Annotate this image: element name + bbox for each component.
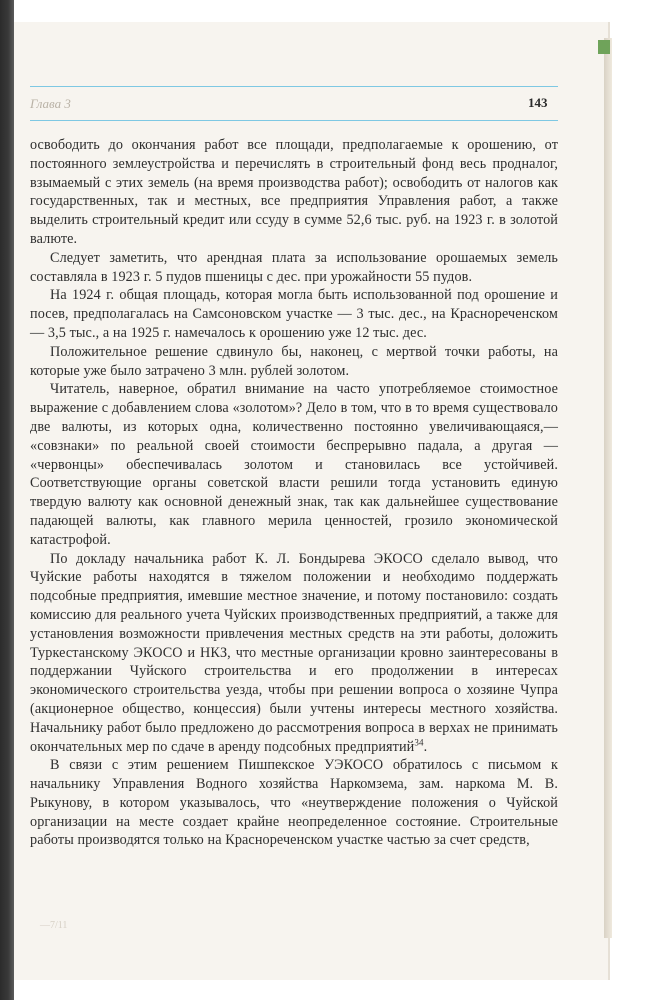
header-rule-bottom: [30, 120, 558, 121]
green-tab-marker: [598, 40, 610, 54]
running-head: Глава 3: [30, 96, 71, 111]
paragraph-6: По докладу начальника работ К. Л. Бондырева ЭКОСО сделало вывод, что Чуйские работы находятся в тяжелом положении и необходимо поддержать подсобные предприятия, имевшие местное значение, и потому постановило: создать комиссию для реального учета Чуйских производственных предприятий, а также для установления возможности привлечения местных средств на эти работы, доложить Туркестанскому ЭКОСО и НКЗ, что местные организации кровно заинтересованы в поддержании Чуйского строительства и его продолжении в интересах экономического строительства уезда, чтобы при решении вопроса о хозяине Чупра (акционерное общество, концессия) были учтены интересы местного хозяйства. Начальнику работ было предложено до рассмотрения вопроса в верхах не принимать окончательных мер по сдаче в аренду подсобных предприятий$^{34}$.: [30, 550, 558, 755]
paragraph-3: На 1924 г. общая площадь, которая могла быть использованной под орошение и посев, предполагалась на Самсоновском участке — 3 тыс. дес., на Краснореченском — 3,5 тыс., а на 1925 г. намечалось к орошению уже 12 тыс. дес.: [30, 287, 558, 341]
page-number: 143: [528, 95, 548, 110]
footnote-ref: 34: [414, 736, 424, 747]
paragraph-6-text: По докладу начальника работ К. Л. Бондырева ЭКОСО сделало вывод, что Чуйские работы находятся в тяжелом положении и необходимо поддержать подсобные предприятия, имевшие местное значение, и потому постановило: создать комиссию для реального учета Чуйских производственных предприятий, а также для установления возможности привлечения местных средств на эти работы, доложить Туркестанскому ЭКОСО и НКЗ, что местные организации кровно заинтересованы в поддержании Чуйского строительства и его продолжении в интересах экономического строительства уезда, чтобы при решении вопроса о хозяине Чупра (акционерное общество, концессия) были учтены интересы местного хозяйства. Начальнику работ было предложено до рассмотрения вопроса в верхах не принимать окончательных мер по сдаче в аренду подсобных предприятий: [30, 550, 558, 755]
bottom-mark: —7/11: [40, 920, 68, 931]
body-text: [30, 136, 558, 850]
paragraph-4: Положительное решение сдвинуло бы, наконец, с мертвой точки работы, на которые уже было затрачено 3 млн. рублей золотом.: [30, 343, 558, 379]
paragraph-7: В связи с этим решением Пишпекское УЭКОСО обратилось с письмом к начальнику Управления Водного хозяйства Наркомзема, зам. наркома М. В. Рыкунову, в котором указывалось, что «неутверждение положения о Чуйской организации на месте создает крайне неопределенное состояние. Строительные работы производятся только на Краснореченском участке частью за счет средств,: [30, 757, 558, 849]
paragraph-5: Читатель, наверное, обратил внимание на часто употребляемое стоимостное выражение с добавлением слова «золотом»? Дело в том, что в то время существовало две валюты, из которых одна, количественно постоянно увеличивающаяся,— «совзнаки» по реальной своей стоимости беспрерывно падала, а другая — «червонцы» обеспечивалась золотом и становилась все устойчивей. Соответствующие органы советской власти решили тогда установить единую твердую валюту как основной денежный знак, так как дальнейшее существование падающей валюты, как главного мерила ценностей, грозило экономической катастрофой.: [30, 381, 558, 548]
paragraph-2: Следует заметить, что арендная плата за использование орошаемых земель составляла в 1923 г. 5 пудов пшеницы с дес. при урожайности 55 пудов.: [30, 249, 558, 285]
book-spine-shadow: [0, 0, 14, 1000]
header-rule-top: [30, 86, 558, 87]
page-edge: [604, 38, 612, 938]
paragraph-1: освободить до окончания работ все площади, предполагаемые к орошению, от постоянного землеустройства и перечислять в строительный фонд весь продналог, взымаемый с этих земель (на время производства работ); освободить от налогов как государственных, так и местных, все предприятия Управления работ, а также выделить строительный кредит или ссуду в сумме 52,6 тыс. руб. на 1923 г. в золотой валюте.: [30, 137, 558, 247]
